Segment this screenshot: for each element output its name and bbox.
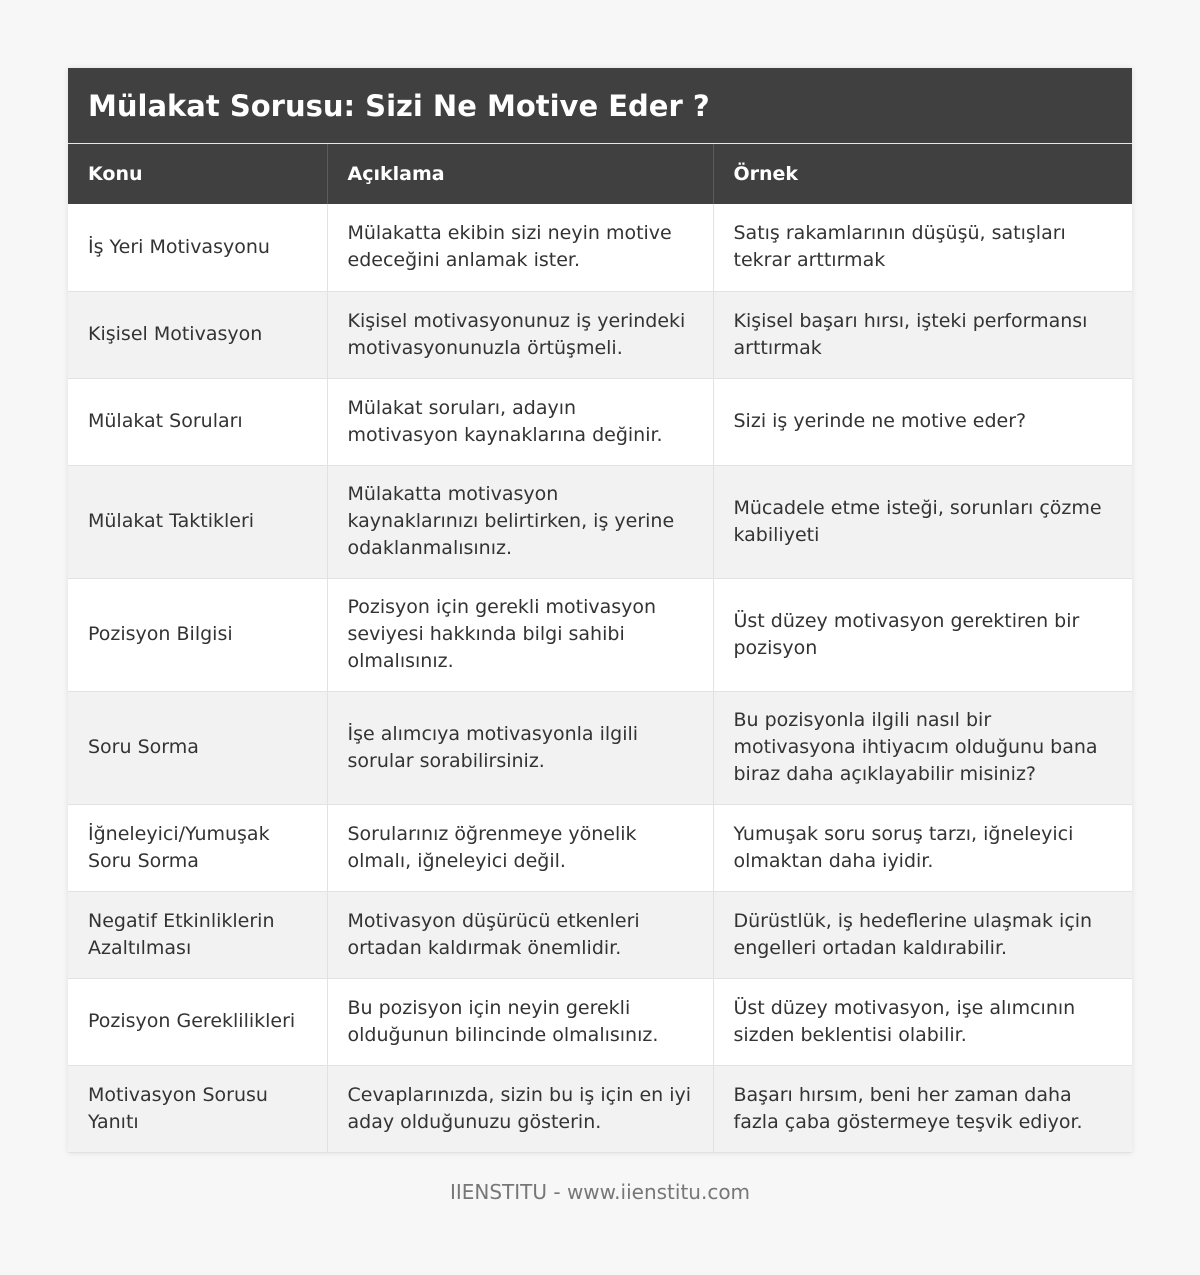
cell-description: Kişisel motivasyonunuz iş yerindeki motivasyonunuzla örtüşmeli. xyxy=(327,291,713,378)
cell-example: Mücadele etme isteği, sorunları çözme kabiliyeti xyxy=(713,465,1132,578)
cell-description: Mülakatta motivasyon kaynaklarınızı belirtirken, iş yerine odaklanmalısınız. xyxy=(327,465,713,578)
title-bar xyxy=(68,68,1132,144)
cell-topic: Negatif Etkinliklerin Azaltılması xyxy=(68,891,327,978)
footer-credit: IIENSTITU - www.iienstitu.com xyxy=(449,1180,751,1204)
table-title: Mülakat Sorusu: Sizi Ne Motive Eder ? xyxy=(88,88,710,123)
cell-description: Pozisyon için gerekli motivasyon seviyesi hakkında bilgi sahibi olmalısınız. xyxy=(327,578,713,691)
cell-example: Bu pozisyonla ilgili nasıl bir motivasyona ihtiyacım olduğunu bana biraz daha açıklayabilir misiniz? xyxy=(713,691,1132,804)
cell-topic: Motivasyon Sorusu Yanıtı xyxy=(68,1065,327,1152)
table-card xyxy=(68,68,1132,1153)
cell-example: Yumuşak soru soruş tarzı, iğneleyici olmaktan daha iyidir. xyxy=(713,804,1132,891)
cell-topic: Pozisyon Bilgisi xyxy=(68,578,327,691)
table-row xyxy=(68,465,1132,578)
cell-example: Üst düzey motivasyon gerektiren bir pozisyon xyxy=(713,578,1132,691)
cell-topic: Pozisyon Gereklilikleri xyxy=(68,978,327,1065)
table-row xyxy=(68,978,1132,1065)
table-row xyxy=(68,691,1132,804)
table-row xyxy=(68,204,1132,291)
cell-example: Satış rakamlarının düşüşü, satışları tekrar arttırmak xyxy=(713,204,1132,291)
data-table xyxy=(68,144,1132,1153)
cell-description: İşe alımcıya motivasyonla ilgili sorular sorabilirsiniz. xyxy=(327,691,713,804)
cell-example: Kişisel başarı hırsı, işteki performansı arttırmak xyxy=(713,291,1132,378)
header-aciklama: Açıklama xyxy=(327,144,713,204)
cell-example: Başarı hırsım, beni her zaman daha fazla çaba göstermeye teşvik ediyor. xyxy=(713,1065,1132,1152)
table-row xyxy=(68,804,1132,891)
header-row xyxy=(68,144,1132,204)
cell-description: Motivasyon düşürücü etkenleri ortadan kaldırmak önemlidir. xyxy=(327,891,713,978)
cell-topic: İğneleyici/Yumuşak Soru Sorma xyxy=(68,804,327,891)
cell-topic: Kişisel Motivasyon xyxy=(68,291,327,378)
cell-topic: Mülakat Soruları xyxy=(68,378,327,465)
table-row xyxy=(68,578,1132,691)
cell-topic: Mülakat Taktikleri xyxy=(68,465,327,578)
cell-description: Cevaplarınızda, sizin bu iş için en iyi aday olduğunuzu gösterin. xyxy=(327,1065,713,1152)
cell-description: Sorularınız öğrenmeye yönelik olmalı, iğneleyici değil. xyxy=(327,804,713,891)
cell-description: Mülakatta ekibin sizi neyin motive edeceğini anlamak ister. xyxy=(327,204,713,291)
table-row xyxy=(68,891,1132,978)
cell-example: Sizi iş yerinde ne motive eder? xyxy=(713,378,1132,465)
cell-topic: İş Yeri Motivasyonu xyxy=(68,204,327,291)
header-ornek: Örnek xyxy=(733,163,799,185)
cell-description: Mülakat soruları, adayın motivasyon kaynaklarına değinir. xyxy=(327,378,713,465)
cell-example: Dürüstlük, iş hedeflerine ulaşmak için engelleri ortadan kaldırabilir. xyxy=(713,891,1132,978)
table-row xyxy=(68,378,1132,465)
cell-topic: Soru Sorma xyxy=(68,691,327,804)
header-konu: Konu xyxy=(68,144,327,204)
cell-example: Üst düzey motivasyon, işe alımcının sizden beklentisi olabilir. xyxy=(713,978,1132,1065)
table-row xyxy=(68,291,1132,378)
cell-description: Bu pozisyon için neyin gerekli olduğunun bilincinde olmalısınız. xyxy=(327,978,713,1065)
table-row xyxy=(68,1065,1132,1152)
